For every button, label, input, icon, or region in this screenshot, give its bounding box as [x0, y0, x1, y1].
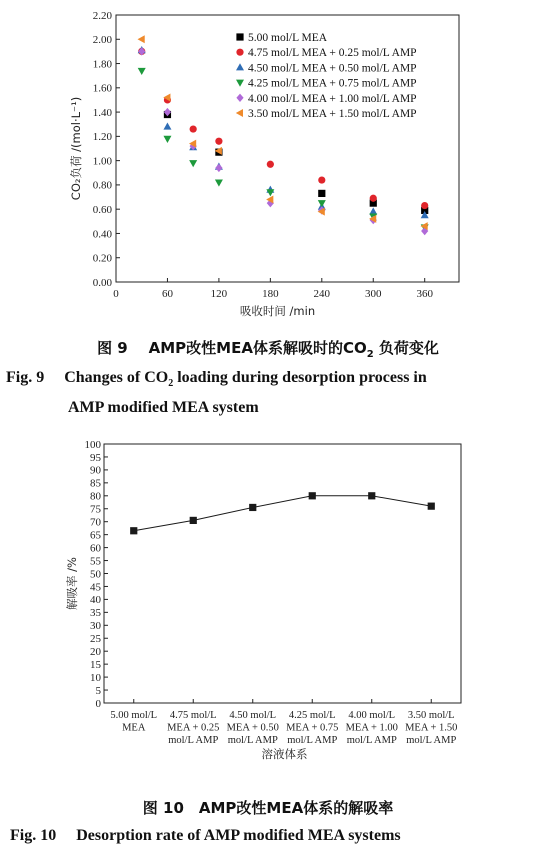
- y-tick-label: 90: [90, 464, 101, 477]
- y-tick-label: 45: [90, 581, 101, 594]
- data-point-4: [138, 68, 146, 75]
- fig9-cn-sub: 2: [366, 349, 374, 360]
- y-tick-label: 95: [90, 451, 101, 464]
- legend-label-5: 4.00 mol/L MEA + 1.00 mol/L AMP: [248, 92, 417, 105]
- y-tick-label: 2.00: [92, 34, 112, 47]
- data-point-1: [318, 190, 325, 197]
- legend-label-3: 4.50 mol/L MEA + 0.50 mol/L AMP: [248, 62, 417, 75]
- desorption-rate-line-chart: [0, 430, 536, 800]
- y-tick-label: 40: [90, 594, 101, 607]
- series-line: [134, 496, 432, 531]
- data-point-4: [189, 160, 197, 167]
- data-point-2: [370, 195, 377, 202]
- legend-marker-6: [236, 109, 243, 117]
- y-tick-label: 1.80: [92, 58, 112, 71]
- fig9-en-sub: 2: [168, 378, 174, 390]
- x-tick-label: 4.50 mol/L: [229, 710, 277, 721]
- legend-marker-1: [236, 33, 243, 40]
- x-tick-label: 120: [210, 288, 228, 300]
- fig9-caption-en-line1: [6, 369, 536, 389]
- y-tick-label: 0.00: [92, 276, 112, 289]
- x-tick-label: 0: [113, 288, 119, 300]
- data-point-2: [421, 202, 428, 209]
- y-tick-label: 1.40: [92, 106, 112, 119]
- x-tick-label: MEA + 1.00: [345, 722, 398, 734]
- x-tick-label: 180: [262, 288, 279, 300]
- plot-frame: [104, 444, 461, 703]
- y-tick-label: 35: [90, 607, 101, 620]
- x-tick-label: MEA + 0.50: [226, 722, 279, 734]
- data-point-5: [215, 164, 222, 172]
- y-tick-label: 80: [90, 490, 101, 503]
- x-tick-label: mol/L AMP: [406, 735, 457, 746]
- data-point: [130, 527, 137, 534]
- x-tick-label: 4.25 mol/L: [288, 710, 336, 721]
- y-tick-label: 75: [90, 503, 101, 516]
- data-point-3: [163, 122, 171, 129]
- y-tick-label: 0.60: [92, 203, 112, 216]
- x-tick-label: MEA: [122, 722, 146, 734]
- fig9-cn-prefix: 图 9: [97, 339, 128, 357]
- x-tick-label: mol/L AMP: [287, 735, 338, 746]
- y-tick-label: 1.20: [92, 131, 112, 144]
- x-tick-label: 5.00 mol/L: [110, 710, 158, 721]
- data-point-4: [215, 179, 223, 186]
- legend-marker-4: [236, 80, 244, 87]
- x-tick-label: 300: [365, 288, 382, 300]
- legend-marker-5: [236, 94, 243, 102]
- data-point-4: [266, 189, 274, 196]
- x-axis-label: 吸收时间 /min: [239, 304, 316, 318]
- legend-marker-3: [236, 63, 244, 70]
- y-tick-label: 0.80: [92, 179, 112, 192]
- x-tick-label: mol/L AMP: [168, 735, 219, 746]
- x-tick-label: 240: [313, 288, 331, 300]
- y-tick-label: 60: [90, 542, 101, 555]
- fig9-en-prefix: Fig. 9: [6, 369, 45, 386]
- data-point-6: [138, 35, 145, 43]
- fig10-en-text: Desorption rate of AMP modified MEA systems: [76, 827, 401, 844]
- legend-label-4: 4.25 mol/L MEA + 0.75 mol/L AMP: [248, 77, 417, 90]
- fig9-caption-cn: [0, 337, 536, 360]
- y-tick-label: 85: [90, 477, 101, 490]
- fig10-caption-cn: 图 10 AMP改性MEA体系的解吸率: [142, 799, 394, 817]
- fig10-en-prefix: Fig. 10: [10, 827, 57, 844]
- x-tick-label: 3.50 mol/L: [407, 710, 455, 721]
- x-axis-label: 溶液体系: [261, 747, 308, 761]
- data-point: [249, 504, 256, 511]
- y-tick-label: 50: [90, 568, 101, 581]
- data-point: [190, 517, 197, 524]
- y-tick-label: 0.20: [92, 252, 112, 265]
- data-point: [368, 492, 375, 499]
- fig9-caption-en-line2: AMP modified MEA system: [68, 399, 259, 416]
- data-point: [309, 492, 316, 499]
- y-tick-label: 65: [90, 529, 101, 542]
- x-tick-label: 4.75 mol/L: [169, 710, 217, 721]
- x-tick-label: 360: [416, 288, 433, 300]
- x-tick-label: mol/L AMP: [346, 735, 397, 746]
- x-tick-label: MEA + 1.50: [405, 722, 458, 734]
- x-tick-label: 4.00 mol/L: [348, 710, 396, 721]
- y-tick-label: 55: [90, 555, 101, 568]
- y-tick-label: 25: [90, 633, 101, 646]
- data-point-2: [267, 161, 274, 168]
- x-tick-label: MEA + 0.75: [286, 722, 339, 734]
- y-tick-label: 1.00: [92, 155, 112, 168]
- data-point-4: [163, 136, 171, 143]
- y-tick-label: 10: [90, 671, 101, 684]
- legend-marker-2: [236, 49, 243, 56]
- x-tick-label: MEA + 0.25: [167, 722, 220, 734]
- legend-label-1: 5.00 mol/L MEA: [248, 32, 328, 44]
- y-axis-label: CO₂负荷 /(mol·L⁻¹): [69, 96, 83, 201]
- y-tick-label: 0.40: [92, 228, 112, 241]
- co2-loading-scatter-chart: [0, 0, 536, 330]
- legend-label-2: 4.75 mol/L MEA + 0.25 mol/L AMP: [248, 47, 417, 60]
- y-tick-label: 15: [90, 658, 101, 671]
- data-point-5: [138, 47, 145, 55]
- y-tick-label: 1.60: [92, 82, 112, 95]
- data-point: [428, 503, 435, 510]
- y-tick-label: 30: [90, 620, 101, 633]
- data-point-2: [215, 138, 222, 145]
- legend-label-6: 3.50 mol/L MEA + 1.50 mol/L AMP: [248, 108, 417, 120]
- x-tick-label: mol/L AMP: [227, 735, 278, 746]
- data-point-2: [190, 125, 197, 132]
- fig10-caption-en: [10, 827, 536, 845]
- y-tick-label: 20: [90, 646, 101, 658]
- y-tick-label: 100: [84, 438, 101, 451]
- x-tick-label: 60: [161, 288, 173, 300]
- y-tick-label: 2.20: [92, 9, 112, 22]
- fig9-en-text1: Changes of CO: [64, 369, 169, 386]
- fig9-cn-text: AMP改性MEA体系解吸时的CO: [148, 339, 367, 357]
- y-tick-label: 0: [95, 697, 101, 710]
- y-axis-label: 解吸率 /%: [65, 557, 79, 610]
- fig9-en-text2: loading during desorption process in: [173, 369, 427, 386]
- data-point-2: [318, 176, 325, 183]
- y-tick-label: 5: [95, 684, 101, 697]
- fig9-cn-suffix: 负荷变化: [373, 339, 439, 357]
- y-tick-label: 70: [90, 516, 101, 529]
